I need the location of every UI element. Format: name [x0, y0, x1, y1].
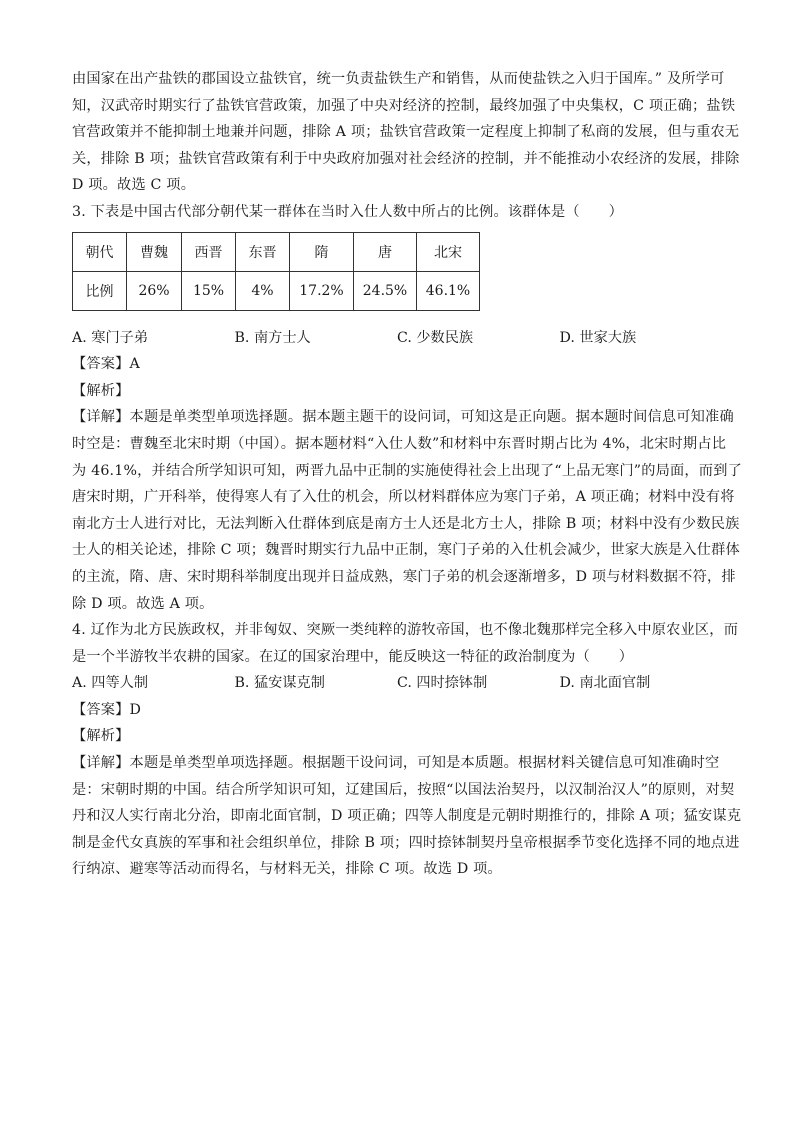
- option-d: D. 世家大族: [559, 329, 637, 346]
- table-cell: 曹魏: [127, 232, 182, 271]
- question-stem: 是一个半游牧半农耕的国家。在辽的国家治理中，能反映这一特征的政治制度为（ ）: [72, 648, 634, 665]
- text-line: 士人的相关论述，排除 C 项；魏晋时期实行九品中正制，寒门子弟的入仕机会减少，世家大族是入仕群体: [72, 542, 740, 559]
- table-cell: 隋: [290, 232, 354, 271]
- table-cell: 24.5%: [354, 271, 417, 310]
- table-cell: 4%: [236, 271, 290, 310]
- text-line: 时空是：曹魏至北宋时期（中国）。据本题材料“入仕人数”和材料中东晋时期占比为 4%，北宋时期占比: [72, 435, 727, 452]
- table-cell: 17.2%: [290, 271, 354, 310]
- question-4: [72, 617, 742, 883]
- option-a: A. 寒门子弟: [72, 329, 149, 346]
- analysis-label: 【解析】: [72, 382, 130, 399]
- table-cell: 唐: [354, 232, 417, 271]
- ratio-table: [72, 232, 480, 311]
- table-cell: 北宋: [417, 232, 480, 271]
- q3-detail: [72, 404, 742, 617]
- table-cell: 比例: [73, 271, 127, 310]
- text-line: 制是金代女真族的军事和社会组织单位，排除 B 项；四时捺钵制契丹皇帝根据季节变化选择不同的地点进: [72, 834, 740, 851]
- table-row: [73, 271, 480, 310]
- analysis-label: 【解析】: [72, 728, 130, 745]
- answer-options: [72, 325, 722, 352]
- text-line: 知，汉武帝时期实行了盐铁官营政策，加强了中央对经济的控制，最终加强了中央集权，C 项正确；盐铁: [72, 97, 736, 114]
- document-page: [72, 66, 742, 883]
- table-cell: 东晋: [236, 232, 290, 271]
- text-line: 唐宋时期，广开科举，使得寒人有了入仕的机会，所以材料群体应为寒门子弟，A 项正确；材料中没有将: [72, 489, 735, 506]
- option-d: D. 南北面官制: [559, 675, 651, 692]
- text-line: 【详解】本题是单类型单项选择题。据本题主题干的设问词，可知这是正向题。据本题时间信息可知准确: [72, 409, 734, 426]
- text-line: 关，排除 B 项；盐铁官营政策有利于中央政府加强对社会经济的控制，并不能推动小农经济的发展，排除: [72, 150, 740, 167]
- option-c: C. 四时捺钵制: [397, 675, 488, 692]
- text-line: 丹和汉人实行南北分治，即南北面官制，D 项正确；四等人制度是元朝时期推行的，排除 A 项；猛安谋克: [72, 808, 742, 825]
- table-cell: 15%: [182, 271, 236, 310]
- text-line: 为 46.1%，并结合所学知识可知，两晋九品中正制的实施使得社会上出现了“上品无寒门”的局面，而到了: [72, 462, 742, 479]
- table-cell: 46.1%: [417, 271, 480, 310]
- answer-options: [72, 670, 722, 697]
- text-line: 是：宋朝时期的中国。结合所学知识可知，辽建国后，按照“以国法治契丹，以汉制治汉人”的原则，对契: [72, 781, 735, 798]
- option-c: C. 少数民族: [397, 329, 474, 346]
- text-line: 由国家在出产盐铁的郡国设立盐铁官，统一负责盐铁生产和销售，从而使盐铁之入归于国库。” 及所学可: [72, 71, 725, 87]
- text-line: 行纳凉、避寒等活动而得名，与材料无关，排除 C 项。故选 D 项。: [72, 861, 502, 878]
- answer-label: 【答案】A: [72, 356, 140, 373]
- text-line: 的主流，隋、唐、宋时期科举制度出现并日益成熟，寒门子弟的机会逐渐增多，D 项与材料数据不符，排: [72, 568, 736, 585]
- option-a: A. 四等人制: [72, 675, 149, 692]
- q4-detail: [72, 750, 742, 883]
- table-row: [73, 232, 480, 271]
- question-stem: 4. 辽作为北方民族政权，并非匈奴、突厥一类纯粹的游牧帝国，也不像北魏那样完全移入中原农业区，而: [72, 622, 739, 639]
- table-cell: 西晋: [182, 232, 236, 271]
- table-cell: 26%: [127, 271, 182, 310]
- option-b: B. 猛安谋克制: [234, 675, 325, 692]
- text-line: 【详解】本题是单类型单项选择题。根据题干设问词，可知是本质题。根据材料关键信息可知准确时空: [72, 755, 720, 772]
- q2-analysis-tail: [72, 66, 740, 199]
- question-3: [72, 199, 742, 617]
- answer-label: 【答案】D: [72, 701, 142, 718]
- question-stem: 3. 下表是中国古代部分朝代某一群体在当时入仕人数中所占的比例。该群体是（ ）: [72, 203, 623, 220]
- text-line: 除 D 项。故选 A 项。: [72, 595, 214, 612]
- text-line: D 项。故选 C 项。: [72, 177, 196, 194]
- table-cell: 朝代: [73, 232, 127, 271]
- text-line: 南北方士人进行对比，无法判断入仕群体到底是南方士人还是北方士人，排除 B 项；材料中没有少数民族: [72, 515, 740, 532]
- option-b: B. 南方士人: [234, 329, 311, 346]
- text-line: 官营政策并不能抑制土地兼并问题，排除 A 项；盐铁官营政策一定程度上抑制了私商的发展，但与重农无: [72, 124, 740, 141]
